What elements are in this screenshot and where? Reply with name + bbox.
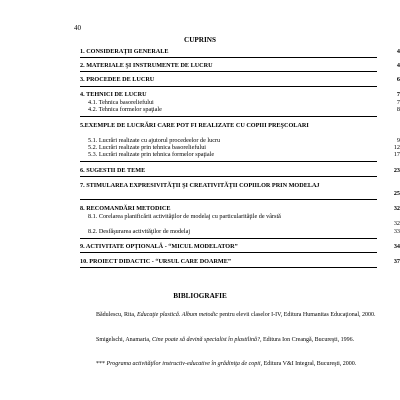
divider <box>80 161 377 162</box>
toc-entry-page: 6 <box>396 76 400 83</box>
toc-entry-page: 8 <box>396 106 400 113</box>
toc-entry-page: 37 <box>393 258 400 265</box>
toc-entry-title: 4. TEHNICI DE LUCRU <box>80 91 147 98</box>
bib-details: pentru elevii claselor I-IV, Editura Humanitas Educaţional, 2000. <box>217 312 376 318</box>
bib-title: Cine poate să devină specialist în plastilină?, <box>152 337 262 343</box>
divider <box>80 86 377 87</box>
toc-entry-title: 4.2. Tehnica formelor spaţiale <box>88 106 162 113</box>
bibliography-entry <box>80 360 380 368</box>
toc-entry-title: 1. CONSIDERAŢII GENERALE <box>80 48 169 55</box>
bib-author: Bădulescu, Rita, <box>96 312 137 318</box>
divider <box>80 267 377 268</box>
toc-entry-title: 8.2. Desfăşurarea activităţilor de modelaj <box>88 228 191 235</box>
toc-entry-title: 10. PROIECT DIDACTIC - “URSUL CARE DOARME” <box>80 258 231 265</box>
toc-entry-page: 7 <box>396 99 400 106</box>
divider <box>80 176 377 177</box>
toc-entry-title: 4.1. Tehnica basoreliefului <box>88 99 154 106</box>
divider <box>80 116 377 117</box>
toc-entry-title: 5.EXEMPLE DE LUCRĂRI CARE POT FI REALIZATE CU COPIII PREŞCOLARI <box>80 122 309 129</box>
toc-entry-title: 5.3. Lucrări realizate prin tehnica formelor spaţiale <box>88 151 215 158</box>
toc-entry-page: 23 <box>393 167 400 174</box>
toc-entry-page: 4 <box>396 48 400 55</box>
divider <box>80 238 377 239</box>
toc-entry-page: 7 <box>396 91 400 98</box>
bibliography-entry <box>80 311 380 319</box>
toc-entry-title: 7. STIMULAREA EXPRESIVITĂŢII ŞI CREATIVITĂŢII COPIILOR PRIN MODELAJ <box>80 182 320 189</box>
bib-author: Smigelschi, Anamaria, <box>96 337 152 343</box>
toc-entry-title: 8.1. Corelarea planificării activităţilor de modelaj cu particularităţile de vârstă <box>88 213 281 220</box>
bib-details: Editura Ion Creangă, Bucureşti, 1996. <box>261 337 355 343</box>
bib-author: *** <box>96 361 107 367</box>
toc-entry-page: 9 <box>396 137 400 144</box>
divider <box>80 252 377 253</box>
toc-entry-title: 3. PROCEDEE DE LUCRU <box>80 76 155 83</box>
toc-entry-title: 8. RECOMANDĂRI METODICE <box>80 205 171 212</box>
toc-entry-page: 33 <box>393 228 400 235</box>
divider <box>80 199 377 200</box>
toc-entry-page: 4 <box>396 62 400 69</box>
toc-entry-page: 32 <box>393 205 400 212</box>
toc-entry-page: 17 <box>393 151 400 158</box>
divider <box>80 71 377 72</box>
toc-entry-title: 5.2. Lucrări realizate prin tehnica basoreliefului <box>88 144 207 151</box>
bib-title: Programa activităţilor instructiv-educative în grădiniţa de copii, <box>106 361 263 367</box>
toc-entry-page: 25 <box>393 190 400 197</box>
bibliography-title: BIBLIOGRAFIE <box>173 292 227 300</box>
toc-entry-title: 9. ACTIVITATE OPŢIONALĂ - “MICUL MODELATOR” <box>80 243 238 250</box>
toc-title: CUPRINS <box>184 36 216 44</box>
bib-details: Editura V&I Integral, Bucureşti, 2000. <box>262 361 357 367</box>
divider <box>80 57 377 58</box>
bib-title: Educaţie plastică. Album metodic <box>137 312 218 318</box>
toc-entry-title: 2. MATERIALE ŞI INSTRUMENTE DE LUCRU <box>80 62 213 69</box>
toc-entry-page: 34 <box>393 243 400 250</box>
toc-entry-title: 5.1. Lucrări realizate cu ajutorul procedeelor de lucru <box>88 137 221 144</box>
page-number: 40 <box>74 24 81 32</box>
toc-entry-page: 12 <box>393 144 400 151</box>
toc-entry-title: 6. SUGESTII DE TEME <box>80 167 146 174</box>
toc-entry-page: 32 <box>393 220 400 227</box>
bibliography-entry <box>80 336 380 344</box>
